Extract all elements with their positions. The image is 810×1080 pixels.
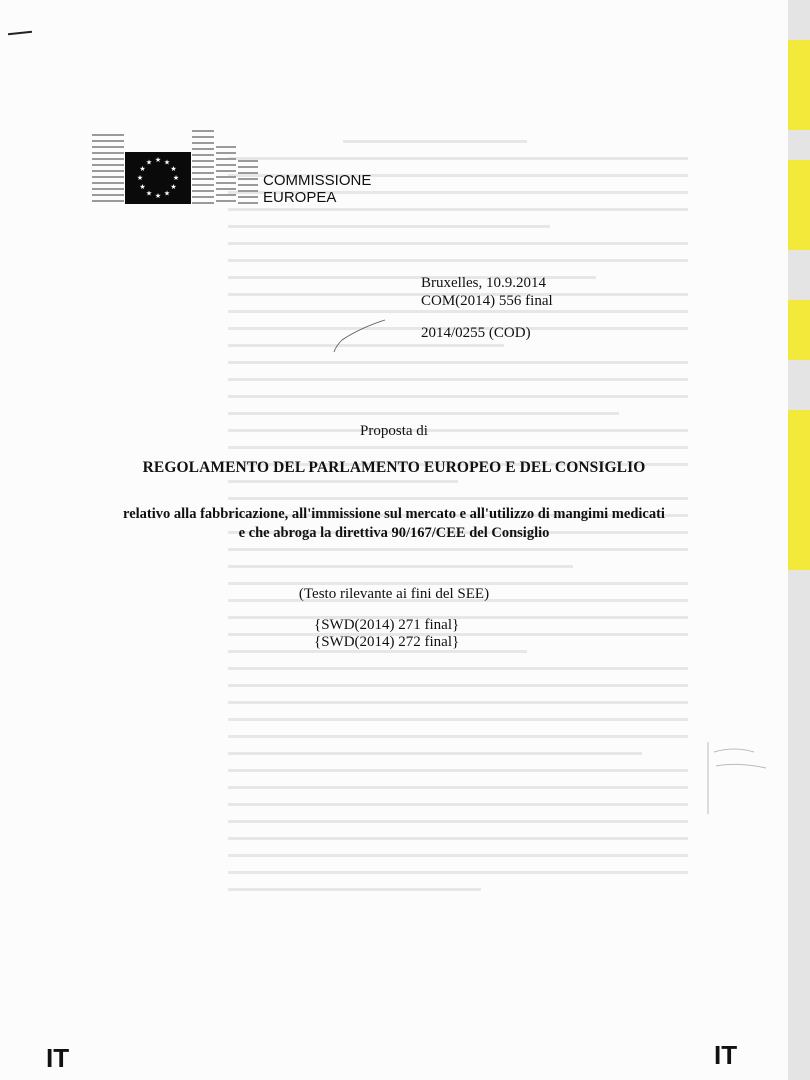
handwritten-margin-note (704, 738, 784, 818)
sticky-tab (788, 300, 810, 360)
institution-name-line1: COMMISSIONE (263, 172, 372, 189)
show-through-text (228, 140, 688, 1000)
pen-stroke-icon (330, 318, 390, 354)
swd-reference-2: {SWD(2014) 272 final} (314, 634, 460, 650)
sticky-tab (788, 40, 810, 130)
eea-relevance: (Testo rilevante ai fini del SEE) (298, 586, 490, 602)
svg-text:★: ★ (172, 174, 180, 182)
subtitle-line2: e che abroga la direttiva 90/167/CEE del Consiglio (238, 525, 550, 541)
regulation-title: REGOLAMENTO DEL PARLAMENTO EUROPEO E DEL CONSIGLIO (142, 459, 646, 476)
language-code-left: IT (46, 1043, 70, 1073)
svg-text:★: ★ (139, 165, 146, 173)
svg-text:★: ★ (163, 158, 171, 167)
com-reference: COM(2014) 556 final (421, 293, 553, 309)
svg-text:★: ★ (154, 156, 162, 164)
institution-name (263, 172, 371, 206)
svg-text:★: ★ (139, 183, 146, 191)
svg-text:★: ★ (170, 165, 177, 173)
svg-text:★: ★ (145, 189, 153, 198)
sticky-tab (788, 410, 810, 570)
sticky-tab (788, 160, 810, 250)
subtitle-line1: relativo alla fabbricazione, all'immissione sul mercato e all'utilizzo di mangimi medicati (123, 506, 665, 522)
svg-text:★: ★ (170, 183, 177, 191)
svg-text:★: ★ (145, 158, 153, 167)
svg-text:★: ★ (154, 192, 162, 200)
swd-references (314, 617, 459, 651)
language-code-right: IT (714, 1040, 738, 1070)
document-reference-block (421, 274, 553, 342)
procedure-number: 2014/0255 (COD) (421, 325, 531, 341)
svg-text:★: ★ (136, 174, 144, 182)
place-date: Bruxelles, 10.9.2014 (421, 275, 546, 291)
european-commission-logo-icon (92, 126, 262, 208)
svg-text:★: ★ (163, 189, 171, 198)
institution-name-line2: EUROPEA (263, 189, 337, 206)
swd-reference-1: {SWD(2014) 271 final} (314, 617, 460, 633)
regulation-subtitle (0, 505, 788, 543)
proposal-label: Proposta di (360, 423, 428, 439)
